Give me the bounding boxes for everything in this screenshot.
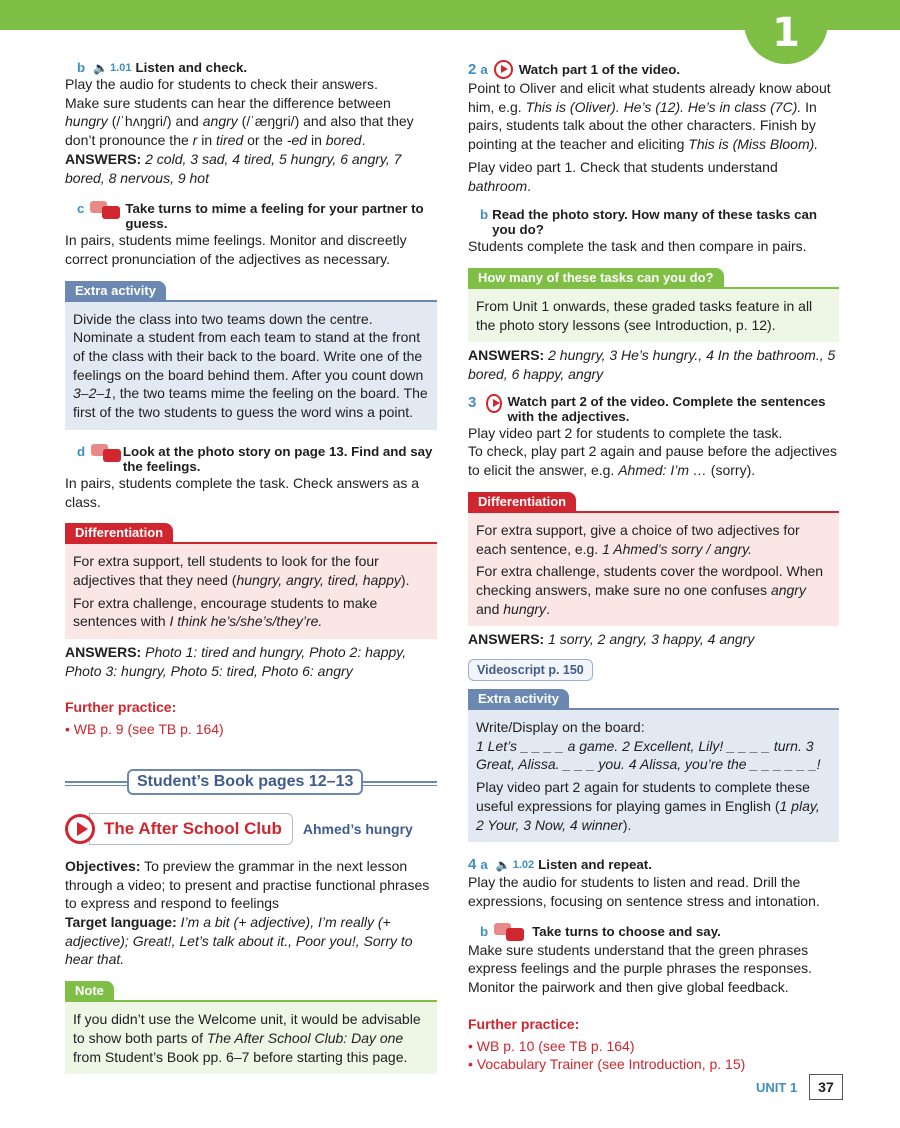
further-practice-list — [65, 720, 437, 739]
page-footer — [756, 1074, 843, 1100]
answers: ANSWERS: Photo 1: tired and hungry, Photo 2: happy, Photo 3: hungry, Photo 5: tired, Photo 6: angry — [65, 644, 407, 679]
audio-track[interactable]: 🔈 1.01 — [93, 60, 132, 75]
box-tab: Differentiation — [468, 492, 576, 511]
task-1b-heading — [65, 60, 437, 75]
left-column — [65, 60, 437, 1074]
task-title: Look at the photo story on page 13. Find and say the feelings. — [122, 443, 433, 474]
paragraph: From Unit 1 onwards, these graded tasks feature in all the photo story lessons (see Introduction, p. 12). — [476, 297, 813, 333]
speaker-icon: 🔈 — [495, 857, 511, 872]
task-number: 3 — [468, 393, 477, 411]
paragraph: In pairs, students mime feelings. Monitor and discreetly correct pronunciation of the adjectives as necessary. — [65, 232, 407, 267]
unit-number: 1 — [772, 10, 800, 56]
unit-badge — [744, 0, 828, 64]
paragraph: Play video part 2 for students to complete the task. — [468, 424, 783, 441]
further-practice-list — [468, 1037, 839, 1074]
task-label: d — [77, 443, 86, 459]
task-number: 4 — [468, 856, 477, 874]
task-label: a — [480, 857, 488, 873]
task-3-heading — [468, 394, 839, 424]
play-video-icon[interactable] — [486, 394, 501, 413]
paragraph: Write/Display on the board: — [476, 719, 645, 736]
task-label: a — [480, 62, 488, 77]
task-title: Take turns to choose and say. — [532, 924, 721, 940]
paragraph: If you didn’t use the Welcome unit, it would be advisable to show both parts of The After School Club: Day one from Student’s Book pp. 6–7 before starting this page. — [73, 1011, 421, 1065]
task-title: Take turns to mime a feeling for your partner to guess. — [125, 201, 424, 232]
box-tab: Differentiation — [65, 523, 173, 542]
task-1c-heading — [65, 201, 437, 231]
task-4a-heading — [468, 856, 839, 873]
task-label: c — [77, 201, 85, 217]
paragraph: To check, play part 2 again and pause before the adjectives to elicit the answer, e.g. Ahmed: I’m … (sorry). — [468, 443, 837, 479]
answers: ANSWERS: 1 sorry, 2 angry, 3 happy, 4 angry — [468, 631, 755, 648]
right-column — [468, 60, 839, 1074]
paragraph: Play the audio for students to check their answers. — [65, 76, 378, 92]
list-item[interactable]: • WB p. 9 (see TB p. 164) — [65, 721, 224, 738]
objectives: Objectives: To preview the grammar in the next lesson through a video; to present and practise functional phrases to express and respond to feelings — [65, 857, 430, 912]
differentiation-box — [468, 492, 839, 627]
paragraph: For extra support, tell students to look for the four adjectives that they need (hungry, angry, tired, happy). — [73, 553, 410, 588]
answers: ANSWERS: 2 hungry, 3 He’s hungry., 4 In the bathroom., 5 bored, 6 happy, angry — [468, 347, 836, 383]
task-number: 2 — [468, 61, 477, 78]
pairwork-icon — [494, 923, 526, 941]
episode-title: Ahmed’s hungry — [302, 820, 413, 837]
pairwork-icon — [90, 201, 119, 219]
paragraph: 1 Let’s _ _ _ _ a game. 2 Excellent, Lily! _ _ _ _ turn. 3 Great, Alissa. _ _ _ you. 4 Alissa, you’re the _ _ _ _ _ _! — [476, 737, 821, 773]
paragraph: Students complete the task and then compare in pairs. — [468, 238, 807, 255]
task-title: Listen and check. — [135, 60, 248, 75]
play-video-icon[interactable] — [65, 814, 95, 844]
paragraph: For extra support, give a choice of two adjectives for each sentence, e.g. 1 Ahmed’s sorry / angry. — [476, 521, 800, 557]
page-number: 37 — [809, 1074, 843, 1100]
task-4b-heading — [468, 923, 839, 941]
task-title: Watch part 2 of the video. Complete the sentences with the adjectives. — [507, 393, 826, 424]
after-school-club-title: The After School Club — [89, 813, 293, 845]
task-title: Read the photo story. How many of these tasks can you do? — [492, 207, 817, 238]
answers: ANSWERS: 2 cold, 3 sad, 4 tired, 5 hungry, 6 angry, 7 bored, 8 nervous, 9 hot — [65, 150, 402, 186]
task-1d-heading — [65, 444, 437, 474]
graded-tasks-box — [468, 268, 839, 342]
box-tab: Extra activity — [468, 689, 569, 708]
note-box — [65, 981, 437, 1074]
further-practice-label: Further practice: — [468, 1015, 580, 1032]
task-2b-heading — [468, 207, 839, 237]
students-book-pages-banner — [65, 769, 437, 805]
paragraph: Play video part 1. Check that students understand bathroom. — [468, 158, 778, 194]
paragraph: Play the audio for students to listen and read. Drill the expressions, focusing on sentence stress and intonation. — [468, 874, 820, 909]
paragraph: Make sure students can hear the difference between hungry (/ˈhʌŋɡri/) and angry (/ˈæŋɡri/) and also that they don’t pronounce the r in tired or the -ed in bored. — [65, 94, 414, 149]
task-label: b — [77, 60, 86, 75]
box-tab: Extra activity — [65, 281, 166, 300]
target-language: Target language: I’m a bit (+ adjective), I’m really (+ adjective); Great!, Let’s talk about it., Poor you!, Sorry to hear that. — [65, 913, 413, 968]
list-item[interactable]: • Vocabulary Trainer (see Introduction, p. 15) — [468, 1056, 746, 1073]
extra-activity-box — [65, 281, 437, 430]
paragraph: Point to Oliver and elicit what students already know about him, e.g. This is (Oliver). He’s (12). He’s in class (7C). In pairs, students talk about the other characters. Finish by pointing at the teacher and eliciting This is (Miss Bloom). — [468, 80, 831, 153]
students-book-pages-label: Student’s Book pages 12–13 — [127, 769, 363, 795]
audio-track[interactable]: 🔈 1.02 — [495, 857, 535, 872]
list-item[interactable]: • WB p. 10 (see TB p. 164) — [468, 1037, 635, 1054]
paragraph: Make sure students understand that the green phrases express feelings and the purple phrases the responses. Monitor the pairwork and then give global feedback. — [468, 941, 812, 996]
unit-label: UNIT 1 — [756, 1079, 798, 1095]
paragraph: For extra challenge, encourage students to make sentences with I think he’s/she’s/they’re. — [73, 594, 378, 630]
pairwork-icon — [91, 444, 117, 462]
task-title: Watch part 1 of the video. — [518, 62, 681, 77]
extra-activity-box — [468, 689, 839, 842]
play-video-icon[interactable] — [494, 60, 513, 79]
paragraph: In pairs, students complete the task. Check answers as a class. — [65, 474, 420, 510]
box-tab: Note — [65, 981, 114, 1000]
after-school-club-header — [65, 813, 437, 845]
videoscript-link[interactable]: Videoscript p. 150 — [468, 659, 593, 681]
differentiation-box — [65, 523, 437, 639]
task-label: b — [480, 207, 489, 223]
paragraph: Play video part 2 again for students to complete these useful expressions for playing games in English (1 play, 2 Your, 3 Now, 4 winner). — [476, 779, 820, 833]
speaker-icon: 🔈 — [93, 60, 109, 75]
task-2a-heading — [468, 60, 839, 79]
paragraph: For extra challenge, students cover the wordpool. When checking answers, make sure no one confuses angry and hungry. — [476, 563, 824, 617]
task-label: b — [480, 924, 489, 940]
further-practice-label: Further practice: — [65, 699, 177, 716]
box-tab: How many of these tasks can you do? — [468, 268, 724, 287]
paragraph: Divide the class into two teams down the centre. Nominate a student from each team to stand at the front of the class with their back to the board. Write one of the feelings on the board behind them. After you count down 3–2–1, the two teams mime the feeling on the board. The first of the two students to guess the word wins a point. — [73, 310, 428, 421]
task-title: Listen and repeat. — [538, 857, 652, 873]
